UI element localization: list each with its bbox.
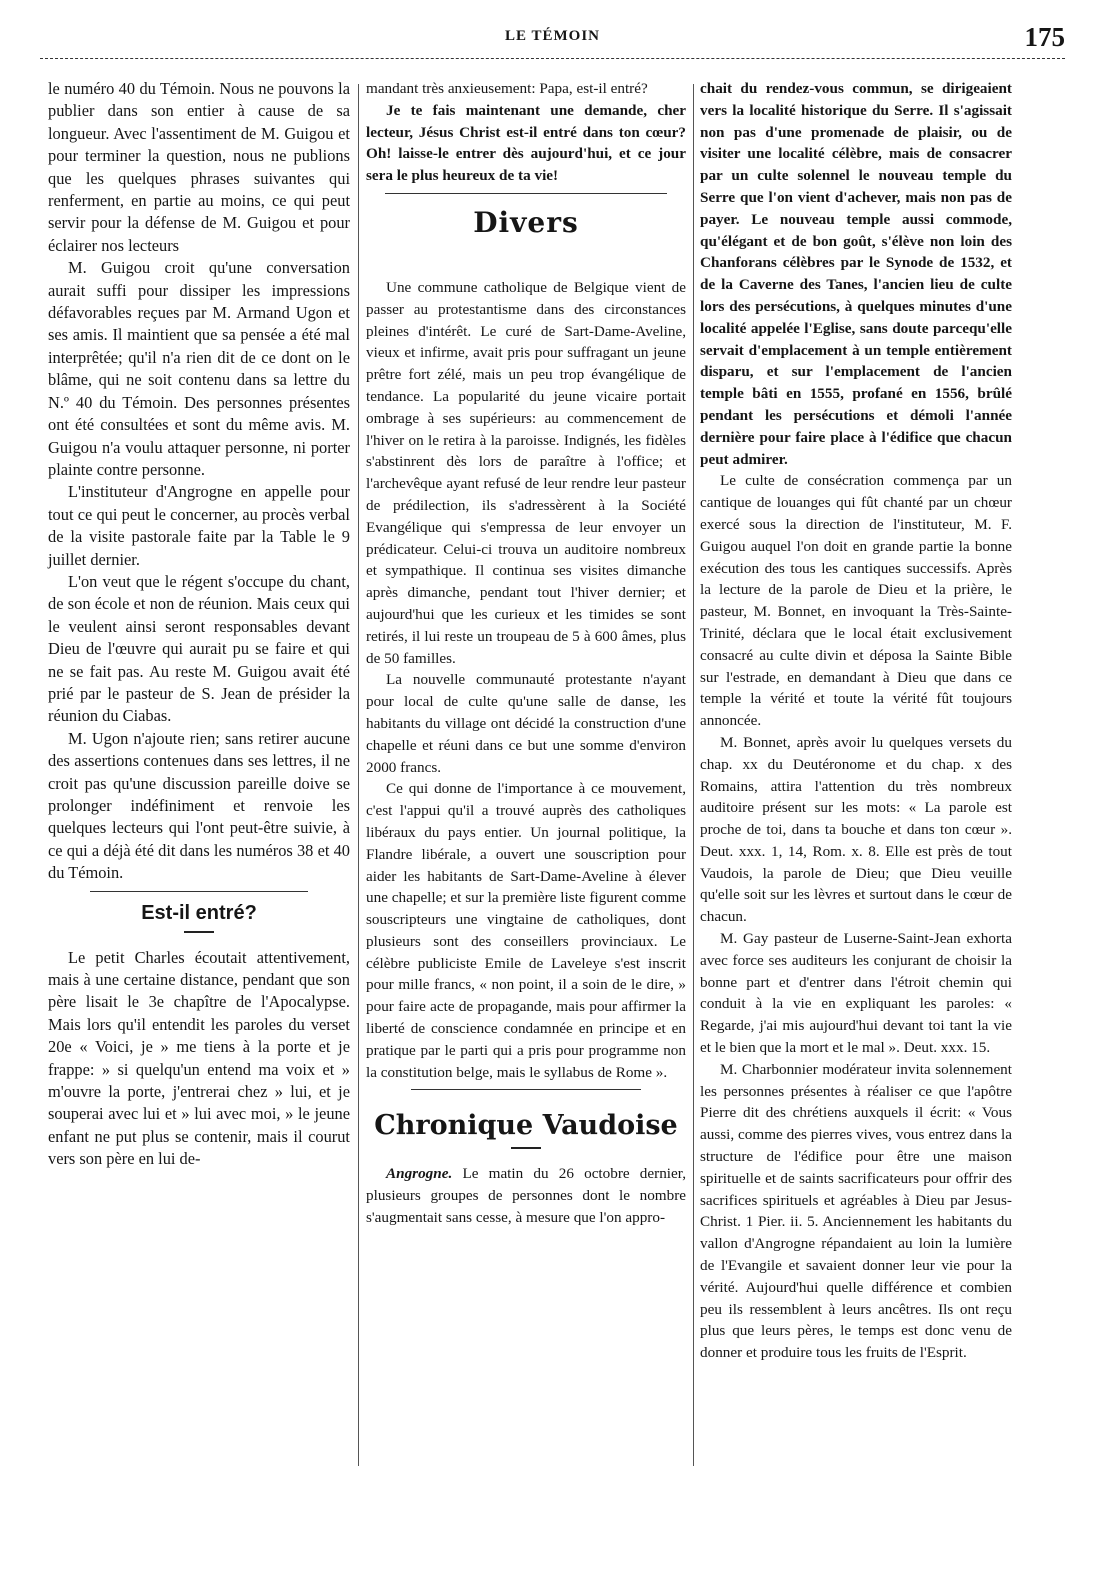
paragraph: L'on veut que le régent s'occupe du chant, de son école et non de réunion. Mais ceux qui le veulent ainsi seront responsables devant Dieu de l'œuvre qui aurait pu se faire et qui ne se fait pas. Au reste M. Guigou avait été prié par le pasteur de S. Jean de présider la réunion du Ciabas.: [48, 571, 350, 726]
column-separator: [358, 84, 359, 1466]
column-middle: [366, 78, 686, 1229]
page-number: 175: [1024, 22, 1065, 52]
paragraph-text: Le matin du 26 octobre dernier, plusieurs groupes de personnes dont le nombre s'augmentait sans cesse, à mesure que l'on appro-: [366, 1165, 686, 1227]
paragraph: le numéro 40 du Témoin. Nous ne pouvons la publier dans son entier à cause de sa longueur. Avec l'assentiment de M. Guigou et pour terminer la question, nous ne publions que les quelques phrases suivantes qui renferment, en partie au moins, ce qui peut servir pour la défense de M. Guigou et pour éclairer nos lecteurs: [48, 79, 350, 255]
running-title: LE TÉMOIN: [505, 28, 600, 44]
paragraph: chait du rendez-vous commun, se dirigeaient vers la localité historique du Serre. Il s'agissait non pas d'une promenade de plaisir, ou de visiter une localité célèbre, mais de consacrer par un culte solennel le nouveau temple du Serre que l'on vient d'achever, mais non pas de payer. Le nouveau temple aussi commode, qu'élégant et de bon goût, s'élève non loin des Chanforans célèbres par le Synode de 1532, et de la Caverne des Tanes, l'ancien lieu de culte lors des persécutions, à quelques minutes d'une localité appelée l'Eglise, sans doute parcequ'elle servait d'emplacement à un temple entièrement disparu, et sur l'emplacement de l'ancien temple bâti en 1555, profané en 1556, brûlé pendant les persécutions et démoli l'année dernière pour faire place à l'édifice que chacun peut admirer.: [700, 80, 1012, 468]
paragraph: Le culte de consécration commença par un cantique de louanges qui fût chanté par un chœur exercé sous la direction de l'instituteur, M. F. Guigou auquel l'on doit en grande partie la bonne exécution des tous les cantiques successifs. Après la lecture de la parole de Dieu et la prière, le pasteur, M. Bonnet, en invoquant la Très-Sainte-Trinité, déclara que le local était exclusivement consacré au culte divin et déposa la Sainte Bible sur l'estrade, en demandant à Dieu que dans ce temple la vérité et toute la vérité fût toujours annoncée.: [700, 472, 1012, 730]
run-in-heading: Angrogne.: [386, 1165, 453, 1183]
paragraph: M. Charbonnier modérateur invita solennement les personnes présentes à réaliser ce que l'apôtre Pierre dit des chrétiens auxquels il écrit: « Vous aussi, comme des pierres vives, vous entrez dans la structure de l'édifice pour être une maison spirituelle et de saints sacrificateurs pour offrir des sacrifices spirituels et agréables à Dieu par Jesus-Christ. 1 Pier. ii. 5. Anciennement les habitants du vallon d'Angrogne répandaient au loin la lumière de l'Evangile et savaient donner leur vie pour la vérité. Aujourd'hui quelle différence et combien peu ils ressemblent à leurs ancêtres. Ils ont reçu plus que leurs pères, le temps est donc venu de donner et produire tous les fruits de l'Esprit.: [700, 1060, 1012, 1362]
title-dash: [511, 1147, 541, 1149]
paragraph: M. Bonnet, après avoir lu quelques versets du chap. xx du Deutéronome et du chap. x des Romains, attira l'attention du très nombreux auditoire présent sur les mots: « La parole est proche de toi, dans ta bouche et dans ton cœur ». Deut. xxx. 1, 14, Rom. x. 8. Elle est près de tout Vaudois, la parole de Dieu; que Dieu veuille qu'elle soit sur les lèvres et surtout dans le cœur de chacun.: [700, 733, 1012, 926]
page-header: [40, 20, 1065, 56]
paragraph: mandant très anxieusement: Papa, est-il entré?: [366, 80, 648, 97]
section-title: Est-il entré?: [141, 901, 257, 924]
section-title: Divers: [473, 205, 579, 239]
paragraph: [366, 1163, 686, 1228]
paragraph: La nouvelle communauté protestante n'ayant pour local de culte qu'une salle de danse, les habitants du village ont décidé la construction d'une chapelle et réuni dans ce but une somme d'environ 2000 francs.: [366, 671, 686, 776]
column-left: [48, 78, 350, 1171]
column-separator: [693, 84, 694, 1466]
section-divider: [90, 891, 307, 892]
header-rule: [40, 58, 1065, 59]
paragraph: M. Gay pasteur de Luserne-Saint-Jean exhorta avec force ses auditeurs les conjurant de choisir la bonne part et d'entrer dans l'étroit chemin qui conduit à la vie en expliquant les paroles: « Regarde, j'ai mis aujourd'hui devant toi tant la vie et le bien que la mort et le mal ». Deut. xxx. 15.: [700, 930, 1012, 1057]
column-right: [700, 78, 1012, 1364]
paragraph: Une commune catholique de Belgique vient de passer au protestantisme dans des circonstances pleines d'intérêt. Le curé de Sart-Dame-Aveline, vieux et infirme, avait pris pour suffragant un jeune prêtre fort zélé, mais un peu trop évangélique de tendance. La popularité du jeune vicaire portait ombrage à ses supérieurs: au commencement de l'hiver on le retira à la paroisse. Indignés, les fidèles s'abstinrent dès lors de paraître à l'office; et l'archevêque ayant refusé de leur rendre leur pasteur de prédilection, ils s'adressèrent à la Société Evangélique qui s'empressa de leur envoyer un prédicateur. Celui-ci trouva un auditoire nombreux et sympathique. Il continua ses visites dimanche après dimanche, pendant tout l'hiver dernier; et aujourd'hui que les curieux et les timides se sont retirés, il lui reste un troupeau de 5 à 600 âmes, plus de 50 familles.: [366, 278, 686, 667]
paragraph: Le petit Charles écoutait attentivement, mais à une certaine distance, pendant que son père lisait le 3e chapître de l'Apocalypse. Mais lors qu'il entendit les paroles du verset 20e « Voici, je » me tiens à la porte et je frappe: » si quelqu'un entend ma voix et » m'ouvre la porte, j'entrerai chez » lui, et je souperai avec lui et » lui avec moi, » le jeune enfant ne put plus se contenir, mais il courut vers son père en lui de-: [48, 947, 350, 1169]
paragraph: L'instituteur d'Angrogne en appelle pour tout ce qui peut le concerner, au procès verbal de la visite pastorale faite par la Table le 9 juillet dernier.: [48, 482, 350, 569]
paragraph: Ce qui donne de l'importance à ce mouvement, c'est l'appui qu'il a trouvé auprès des catholiques libéraux du pays entier. Un journal politique, la Flandre libérale, a ouvert une souscription pour aider les habitants de Sart-Dame-Aveline à élever une chapelle; et sur la première liste figurent comme souscripteurs une vingtaine de catholiques, dont plusieurs sont des conseillers provinciaux. Le célèbre publiciste Emile de Laveleye s'est inscrit pour mille francs, « non point, il a soin de le dire, » pour faire acte de propagande, mais pour affirmer la liberté de conscience condamnée en principe et en pratique par le parti qui a pris pour programme non la constitution belge, mais le syllabus de Rome ».: [366, 780, 686, 1081]
paragraph: M. Ugon n'ajoute rien; sans retirer aucune des assertions contenues dans ses lettres, il ne croit pas qu'une discussion pareille doive se prolonger indéfiniment et renvoie les quelques lecteurs qui l'ont peut-être suivie, à ce qui a déjà été dit dans les numéros 38 et 40 du Témoin.: [48, 728, 350, 883]
title-dash: [184, 931, 214, 933]
section-divider: [385, 193, 667, 194]
paragraph: Je te fais maintenant une demande, cher lecteur, Jésus Christ est-il entré dans ton cœur? Oh! laisse-le entrer dès aujourd'hui, et ce jour sera le plus heureux de ta vie!: [366, 101, 686, 185]
section-title: Chronique Vaudoise: [374, 1110, 678, 1142]
section-divider: [411, 1089, 641, 1090]
paragraph: M. Guigou croit qu'une conversation aurait suffi pour dissiper les impressions défavorables reçues par M. Armand Ugon et ses amis. Il maintient que sa pensée a été mal interprêtée; qu'il n'a rien dit de ce dont on le blâme, qui ne soit contenu dans sa lettre du N.º 40 du Témoin. Des personnes présentes ont été consultées et sont du même avis. M. Guigou n'a voulu attaquer personne, ni porter plainte contre personne.: [48, 258, 350, 479]
